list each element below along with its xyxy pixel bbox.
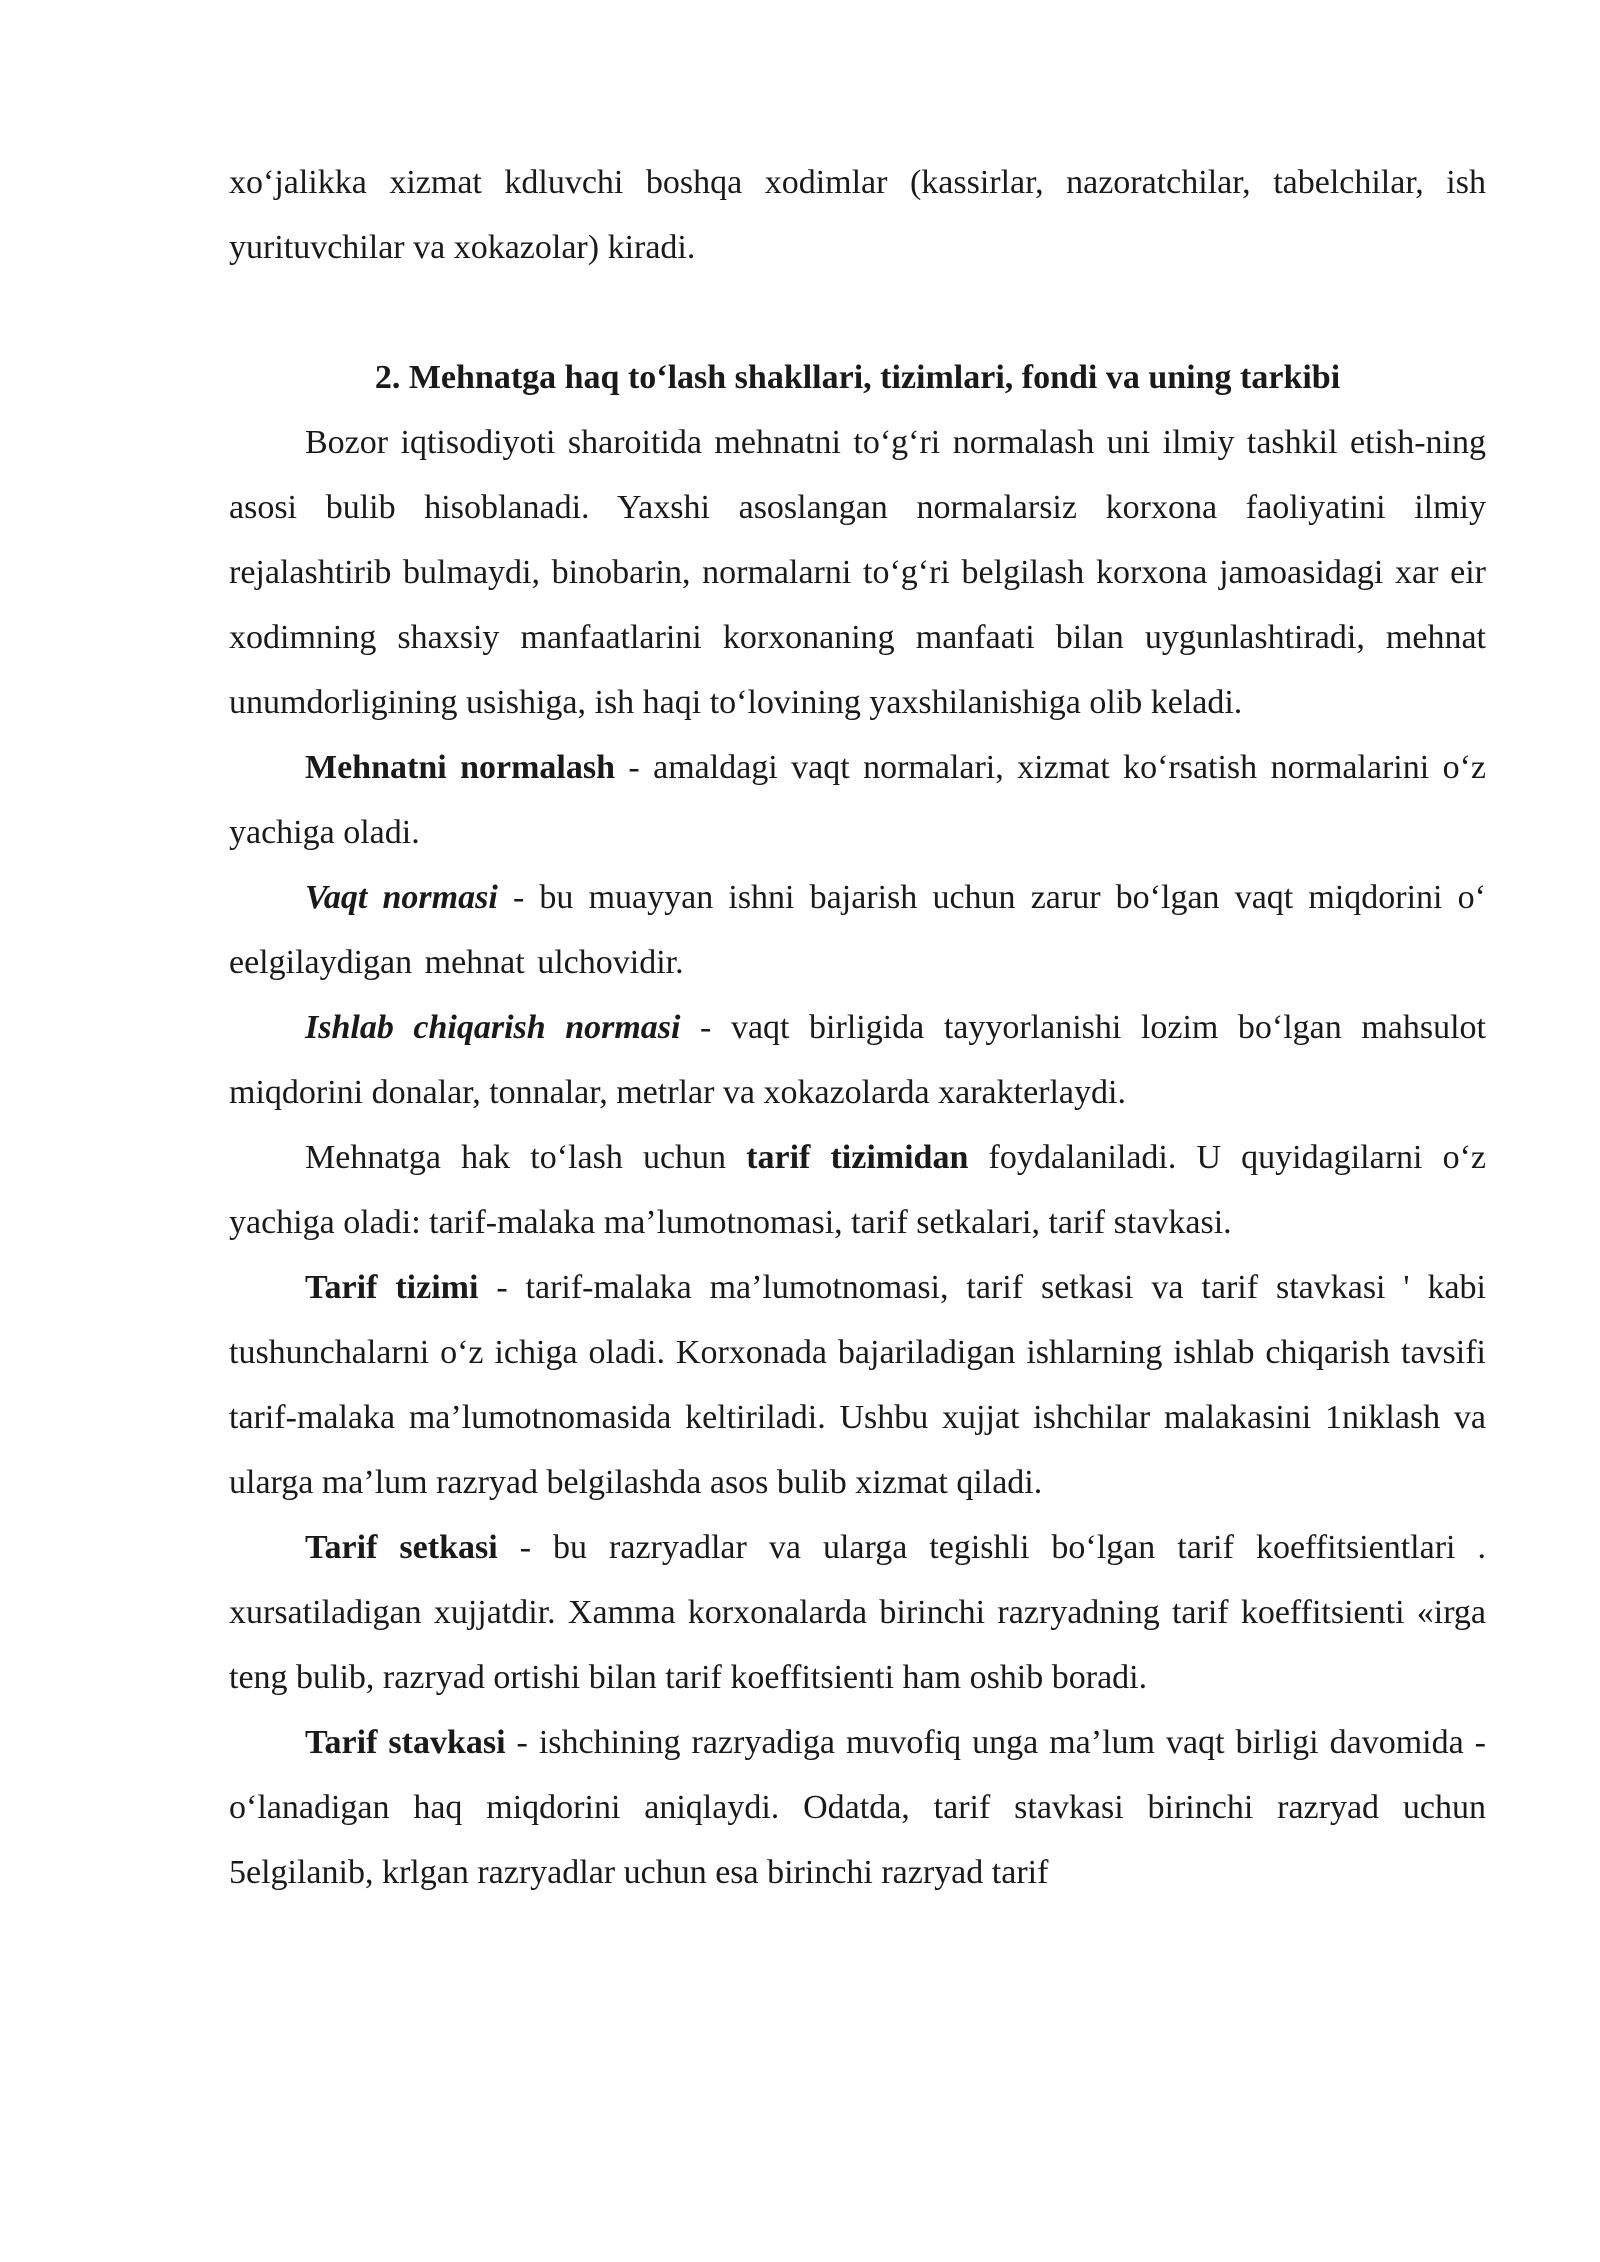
term-tarif-tizimi: Tarif tizimi bbox=[305, 1269, 479, 1306]
paragraph-tarif-tizimidan bbox=[229, 1125, 1486, 1255]
term-ishlab-chiqarish-normasi: Ishlab chiqarish normasi bbox=[305, 1009, 681, 1046]
term-vaqt-normasi: Vaqt normasi bbox=[305, 879, 498, 916]
paragraph-mehnatni-normalash bbox=[229, 735, 1486, 865]
paragraph-tarif-setkasi bbox=[229, 1515, 1486, 1710]
paragraph-vaqt-normasi bbox=[229, 865, 1486, 995]
term-tarif-tizimidan: tarif tizimidan bbox=[746, 1139, 969, 1176]
definition-text: - ishchining razryadiga muvofiq unga ma’lum vaqt birligi davomida -o‘lanadigan haq miqdorini aniqlaydi. Odatda, tarif stavkasi birinchi razryad uchun 5elgilanib, krlgan razryadlar uchun esa birinchi razryad tarif bbox=[229, 1724, 1486, 1891]
document-body bbox=[229, 150, 1486, 1905]
paragraph-tarif-stavkasi bbox=[229, 1710, 1486, 1905]
definition-text: - bu muayyan ishni bajarish uchun zarur bo‘lgan vaqt miqdorini o‘ eelgilaydigan mehnat ulchovidir. bbox=[229, 879, 1486, 981]
paragraph-normalization-intro: Bozor iqtisodiyoti sharoitida mehnatni to‘g‘ri normalash uni ilmiy tashkil etish-ning asosi bulib hisoblanadi. Yaxshi asoslangan normalarsiz korxona faoliyatini ilmiy rejalashtirib bulmaydi, binobarin, normalarni to‘g‘ri belgilash korxona jamoasidagi xar eir xodimning shaxsiy manfaatlarini korxonaning manfaati bilan uygunlashtiradi, mehnat unumdorligining usishiga, ish haqi to‘lovining yaxshilanishiga olib keladi. bbox=[229, 424, 1486, 721]
text-after: foydalaniladi. U quyidagilarni o‘z yachiga oladi: tarif-malaka ma’lumotnomasi, tarif setkalari, tarif stavkasi. bbox=[229, 1139, 1487, 1241]
definition-text: - amaldagi vaqt normalari, xizmat ko‘rsatish normalarini o‘z yachiga oladi. bbox=[229, 749, 1486, 851]
definition-text: - tarif-malaka ma’lumotnomasi, tarif setkasi va tarif stavkasi ' kabi tushunchalarni o‘z ichiga oladi. Korxonada bajariladigan ishlarning ishlab chiqarish tavsifi tarif-malaka ma’lumotnomasida keltiriladi. Ushbu xujjat ishchilar malakasini 1niklash va ularga ma’lum razryad belgilashda asos bulib xizmat qiladi. bbox=[229, 1269, 1486, 1501]
term-tarif-stavkasi: Tarif stavkasi bbox=[305, 1724, 506, 1761]
definition-text: - bu razryadlar va ularga tegishli bo‘lgan tarif koeffitsientlari . xursatiladigan xujjatdir. Xamma korxonalarda birinchi razryadning tarif koeffitsienti «irga teng bulib, razryad ortishi bilan tarif koeffitsienti ham oshib boradi. bbox=[229, 1529, 1486, 1696]
definition-text: - vaqt birligida tayyorlanishi lozim bo‘lgan mahsulot miqdorini donalar, tonnalar, metrlar va xokazolarda xarakterlaydi. bbox=[229, 1009, 1486, 1111]
paragraph-ishlab-chiqarish-normasi bbox=[229, 995, 1486, 1125]
section-heading: 2. Mehnatga haq to‘lash shakllari, tizimlari, fondi va uning tarkibi bbox=[374, 359, 1341, 396]
text-before: Mehnatga hak to‘lash uchun bbox=[305, 1139, 747, 1176]
term-mehnatni-normalash: Mehnatni normalash bbox=[305, 749, 615, 786]
intro-paragraph: xo‘jalikka xizmat kdluvchi boshqa xodimlar (kassirlar, nazoratchilar, tabelchilar, ish yurituvchilar va xokazolar) kiradi. bbox=[229, 164, 1486, 266]
paragraph-tarif-tizimi bbox=[229, 1255, 1486, 1515]
spacer bbox=[229, 280, 1486, 345]
term-tarif-setkasi: Tarif setkasi bbox=[305, 1529, 498, 1566]
